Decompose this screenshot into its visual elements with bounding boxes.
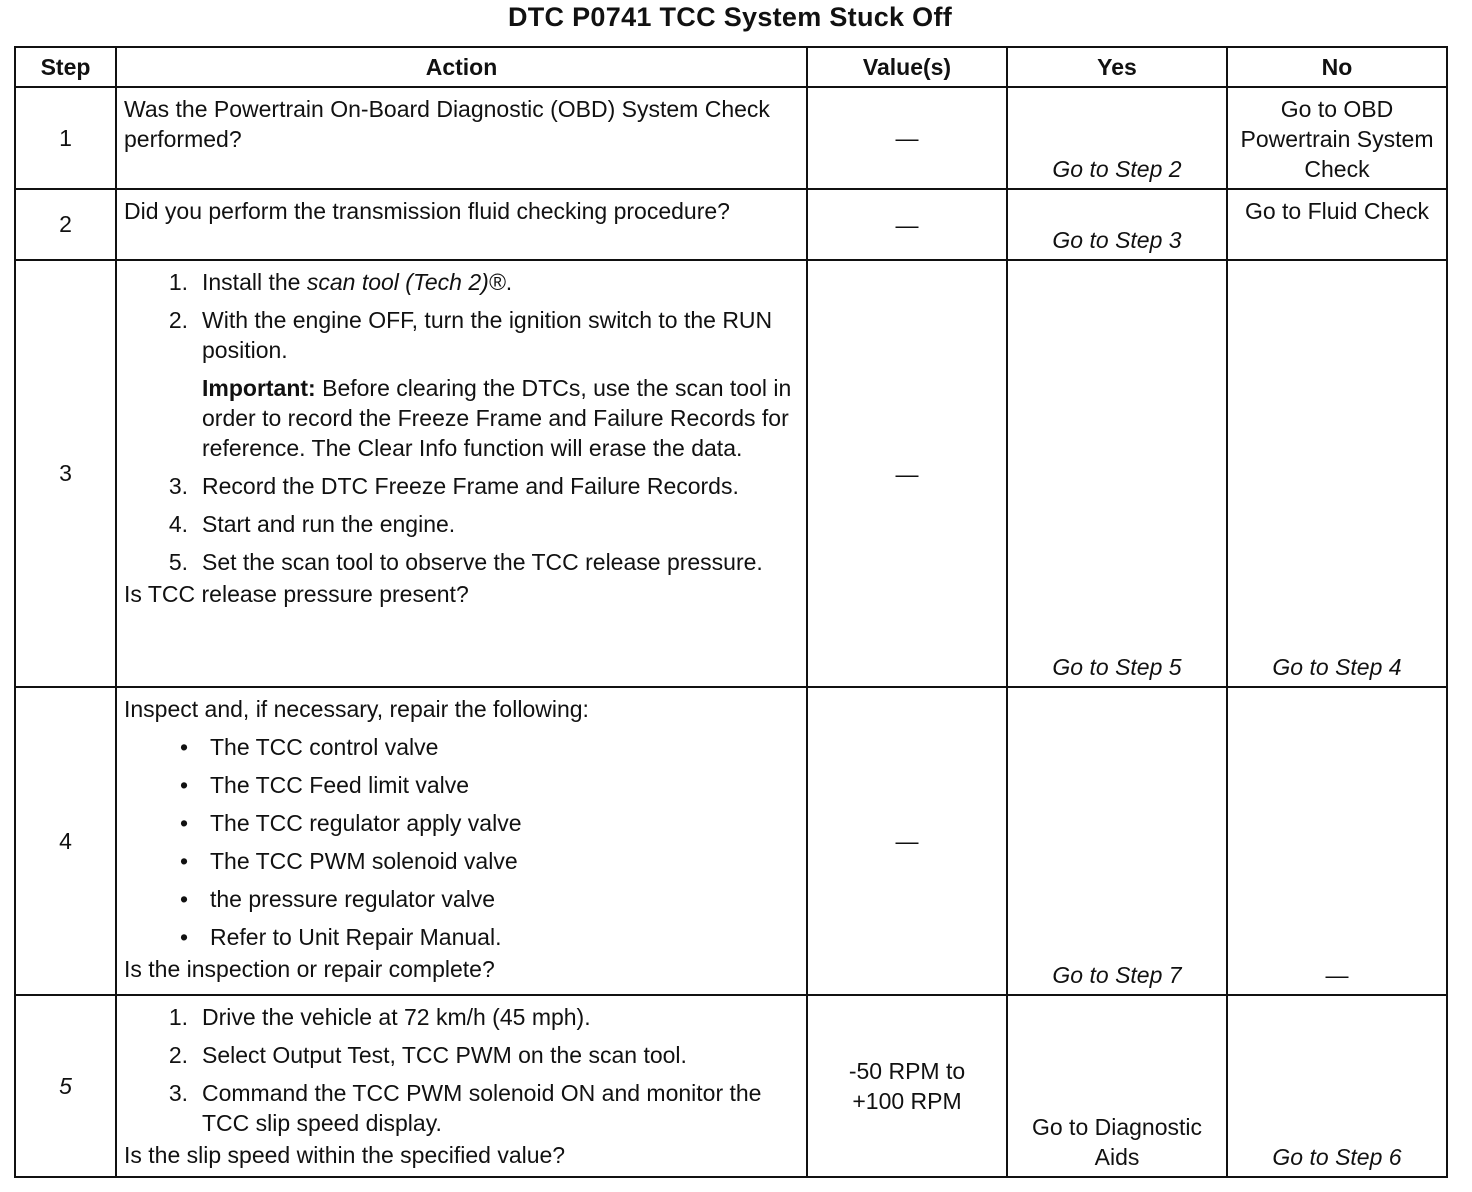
item-text: Start and run the engine. bbox=[202, 511, 456, 537]
important-label: Important: bbox=[202, 375, 316, 401]
list-item bbox=[124, 1002, 798, 1032]
intro-text: Inspect and, if necessary, repair the following: bbox=[124, 696, 589, 722]
list-item bbox=[124, 846, 798, 876]
item-text: Set the scan tool to observe the TCC release pressure. bbox=[202, 549, 763, 575]
step-number: 2 bbox=[15, 189, 116, 260]
value-cell: — bbox=[807, 260, 1007, 687]
list-item bbox=[124, 471, 798, 501]
bullet: • bbox=[179, 924, 188, 950]
bullet: • bbox=[179, 734, 188, 760]
item-text: The TCC regulator apply valve bbox=[210, 810, 522, 836]
item-number: 5. bbox=[168, 549, 188, 575]
header-row bbox=[15, 47, 1447, 87]
list-item bbox=[124, 808, 798, 838]
table-row bbox=[15, 260, 1447, 687]
header-action: Action bbox=[116, 47, 807, 87]
yes-cell: Go to Diagnostic Aids bbox=[1007, 995, 1227, 1177]
item-number: 3. bbox=[168, 1080, 188, 1106]
value-cell: — bbox=[807, 189, 1007, 260]
header-yes: Yes bbox=[1007, 47, 1227, 87]
no-cell: Go to Fluid Check bbox=[1227, 189, 1447, 260]
diagnostic-table bbox=[14, 46, 1448, 1178]
yes-cell: Go to Step 3 bbox=[1007, 189, 1227, 260]
yes-cell: Go to Step 5 bbox=[1007, 260, 1227, 687]
item-text: . bbox=[505, 269, 513, 295]
header-no: No bbox=[1227, 47, 1447, 87]
bullet: • bbox=[179, 848, 188, 874]
item-text: the pressure regulator valve bbox=[210, 886, 496, 912]
step-number: 3 bbox=[15, 260, 116, 687]
no-cell: — bbox=[1227, 687, 1447, 995]
question-text: Is TCC release pressure present? bbox=[124, 581, 469, 607]
list-item bbox=[124, 884, 798, 914]
item-number: 2. bbox=[168, 1042, 188, 1068]
important-text: Before clearing the DTCs, use the scan tool in order to record the Freeze Frame and Failure Records for reference. The Clear Info function will erase the data. bbox=[202, 375, 792, 461]
value-cell: — bbox=[807, 687, 1007, 995]
list-item bbox=[124, 547, 798, 577]
item-text: Install the bbox=[202, 269, 307, 295]
action-cell bbox=[116, 260, 807, 687]
table-row bbox=[15, 87, 1447, 189]
item-text: The TCC control valve bbox=[210, 734, 439, 760]
important-note bbox=[188, 373, 798, 463]
no-cell: Go to Step 6 bbox=[1227, 995, 1447, 1177]
bullet: • bbox=[179, 772, 188, 798]
tool-name: scan tool (Tech 2)® bbox=[306, 269, 506, 295]
no-cell: Go to OBD Powertrain System Check bbox=[1227, 87, 1447, 189]
action-cell bbox=[116, 995, 807, 1177]
page-title: DTC P0741 TCC System Stuck Off bbox=[507, 2, 953, 32]
action-text: Was the Powertrain On-Board Diagnostic (OBD) System Check performed? bbox=[116, 87, 807, 189]
item-number: 3. bbox=[168, 473, 188, 499]
item-text: The TCC Feed limit valve bbox=[210, 772, 470, 798]
yes-cell: Go to Step 7 bbox=[1007, 687, 1227, 995]
item-number: 1. bbox=[168, 1004, 188, 1030]
header-step: Step bbox=[15, 47, 116, 87]
action-text: Did you perform the transmission fluid checking procedure? bbox=[116, 189, 807, 260]
list-item bbox=[124, 770, 798, 800]
item-text: Drive the vehicle at 72 km/h (45 mph). bbox=[202, 1004, 591, 1030]
action-cell bbox=[116, 687, 807, 995]
list-item bbox=[124, 509, 798, 539]
table-row bbox=[15, 687, 1447, 995]
question-text: Is the inspection or repair complete? bbox=[124, 956, 495, 982]
list-item bbox=[124, 1040, 798, 1070]
item-text: With the engine OFF, turn the ignition switch to the RUN position. bbox=[202, 307, 773, 363]
step-number: 1 bbox=[15, 87, 116, 189]
step-number: 4 bbox=[15, 687, 116, 995]
item-number: 4. bbox=[168, 511, 188, 537]
yes-cell: Go to Step 2 bbox=[1007, 87, 1227, 189]
table-row bbox=[15, 995, 1447, 1177]
no-cell: Go to Step 4 bbox=[1227, 260, 1447, 687]
item-text: The TCC PWM solenoid valve bbox=[210, 848, 518, 874]
bullet: • bbox=[179, 886, 188, 912]
item-text: Select Output Test, TCC PWM on the scan tool. bbox=[202, 1042, 687, 1068]
table-row bbox=[15, 189, 1447, 260]
list-item bbox=[124, 1078, 798, 1138]
item-number: 1. bbox=[168, 269, 188, 295]
list-item bbox=[124, 922, 798, 952]
list-item bbox=[124, 305, 798, 365]
item-text: Refer to Unit Repair Manual. bbox=[210, 924, 502, 950]
item-text: Record the DTC Freeze Frame and Failure Records. bbox=[202, 473, 739, 499]
header-values: Value(s) bbox=[807, 47, 1007, 87]
item-number: 2. bbox=[168, 307, 188, 333]
step-number: 5 bbox=[15, 995, 116, 1177]
question-text: Is the slip speed within the specified value? bbox=[124, 1142, 566, 1168]
value-cell: -50 RPM to +100 RPM bbox=[807, 995, 1007, 1177]
value-cell: — bbox=[807, 87, 1007, 189]
list-item bbox=[124, 267, 798, 297]
item-text: Command the TCC PWM solenoid ON and monitor the TCC slip speed display. bbox=[202, 1080, 762, 1136]
bullet: • bbox=[179, 810, 188, 836]
list-item bbox=[124, 732, 798, 762]
